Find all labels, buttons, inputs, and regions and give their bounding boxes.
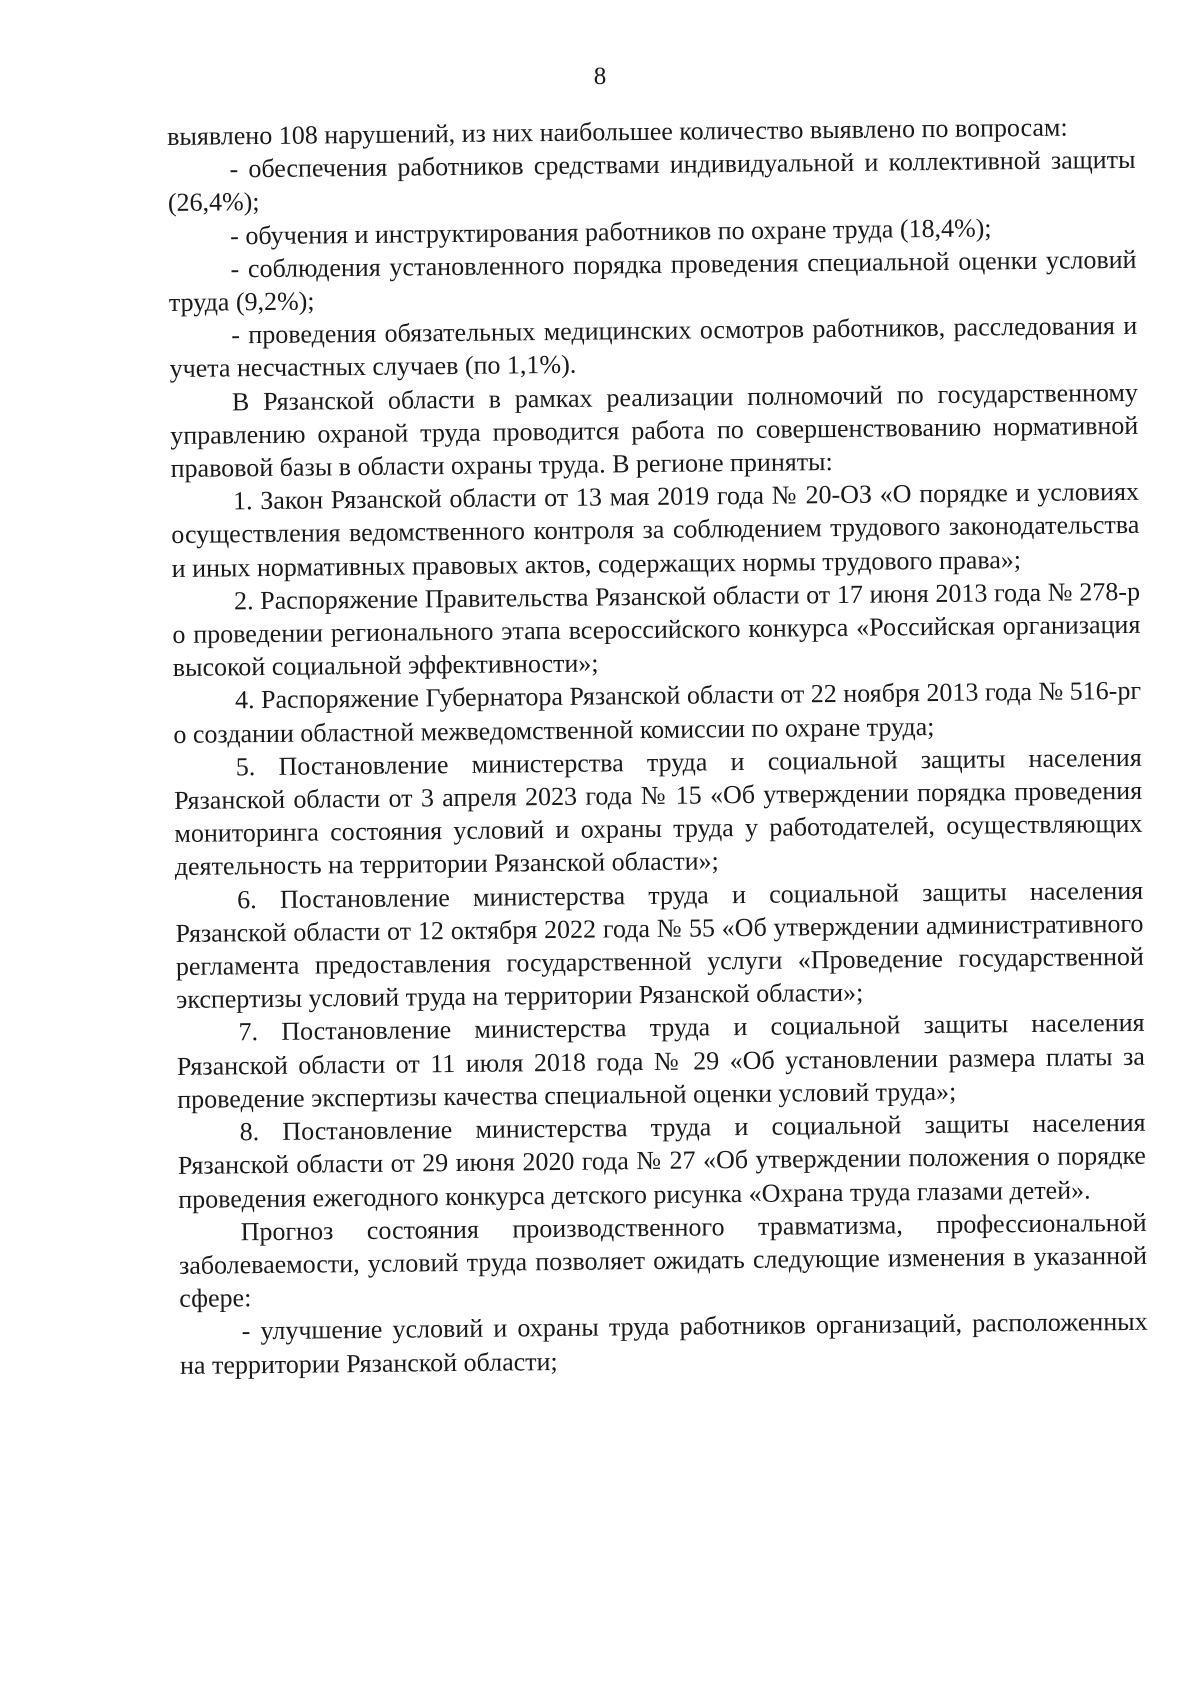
- paragraph-regulation-item: 6. Постановление министерства труда и социальной защиты населения Рязанской области от 12 октября 2022 года № 55 «Об утверждении административного регламента предоставления государственной услуги «Проведение государственной экспертизы условий труда на территории Рязанской области»;: [175, 875, 1144, 1015]
- paragraph-regulation-intro: В Рязанской области в рамках реализации полномочий по государственному управлению охраной труда проводится работа по совершенствованию нормативной правовой базы в области охраны труда. В регионе приняты:: [170, 377, 1139, 484]
- paragraph-regulation-item: 2. Распоряжение Правительства Рязанской области от 17 июня 2013 года № 278-р о проведении регионального этапа всероссийского конкурса «Российская организация высокой социальной эффективности»;: [172, 576, 1141, 683]
- paragraph-list-item: - обеспечения работников средствами индивидуальной и коллективной защиты (26,4%);: [167, 145, 1136, 218]
- paragraph-list-item: - обучения и инструктирования работников по охране труда (18,4%);: [230, 212, 992, 250]
- paragraph-regulation-item: 7. Постановление министерства труда и социальной защиты населения Рязанской области от 11 июля 2018 года № 29 «Об установлении размера платы за проведение экспертизы качества специальной оценки условий труда»;: [176, 1008, 1146, 1114]
- paragraph-forecast-intro: Прогноз состояния производственного травматизма, профессиональной заболеваемости, условий труда позволяет ожидать следующие изменения в указанной сфере:: [178, 1207, 1148, 1314]
- paragraph-violations-intro: выявлено 108 нарушений, из них наибольшее количество выявлено по вопросам:: [167, 112, 1068, 151]
- paragraph-regulation-item: 5. Постановление министерства труда и социальной защиты населения Рязанской области от 3 апреля 2023 года № 15 «Об утверждении порядка проведения мониторинга состояния условий и охраны труда у работодателей, осуществляющих деятельность на территории Рязанской области»;: [173, 742, 1143, 882]
- paragraph-list-item: - проведения обязательных медицинских осмотров работников, расследования и учета несчастных случаев (по 1,1%).: [169, 311, 1138, 384]
- paragraph-regulation-item: 4. Распоряжение Губернатора Рязанской области от 22 ноября 2013 года № 516-рг о создании областной межведомственной комиссии по охране труда;: [173, 676, 1142, 749]
- page-number: 8: [593, 63, 607, 90]
- paragraph-forecast-item: - улучшение условий и охраны труда работников организаций, расположенных на территории Рязанской области;: [179, 1307, 1148, 1380]
- document-body: [167, 110, 1148, 1382]
- paragraph-regulation-item: 1. Закон Рязанской области от 13 мая 2019 года № 20-ОЗ «О порядке и условиях осуществления ведомственного контроля за соблюдением трудового законодательства и иных нормативных правовых актов, содержащих нормы трудового права»;: [171, 477, 1140, 583]
- paragraph-regulation-item: 8. Постановление министерства труда и социальной защиты населения Рязанской области от 29 июня 2020 года № 27 «Об утверждении положения о порядке проведения ежегодного конкурса детского рисунка «Охрана труда глазами детей».: [177, 1107, 1147, 1214]
- paragraph-list-item: - соблюдения установленного порядка проведения специальной оценки условий труда (9,2%);: [168, 244, 1137, 318]
